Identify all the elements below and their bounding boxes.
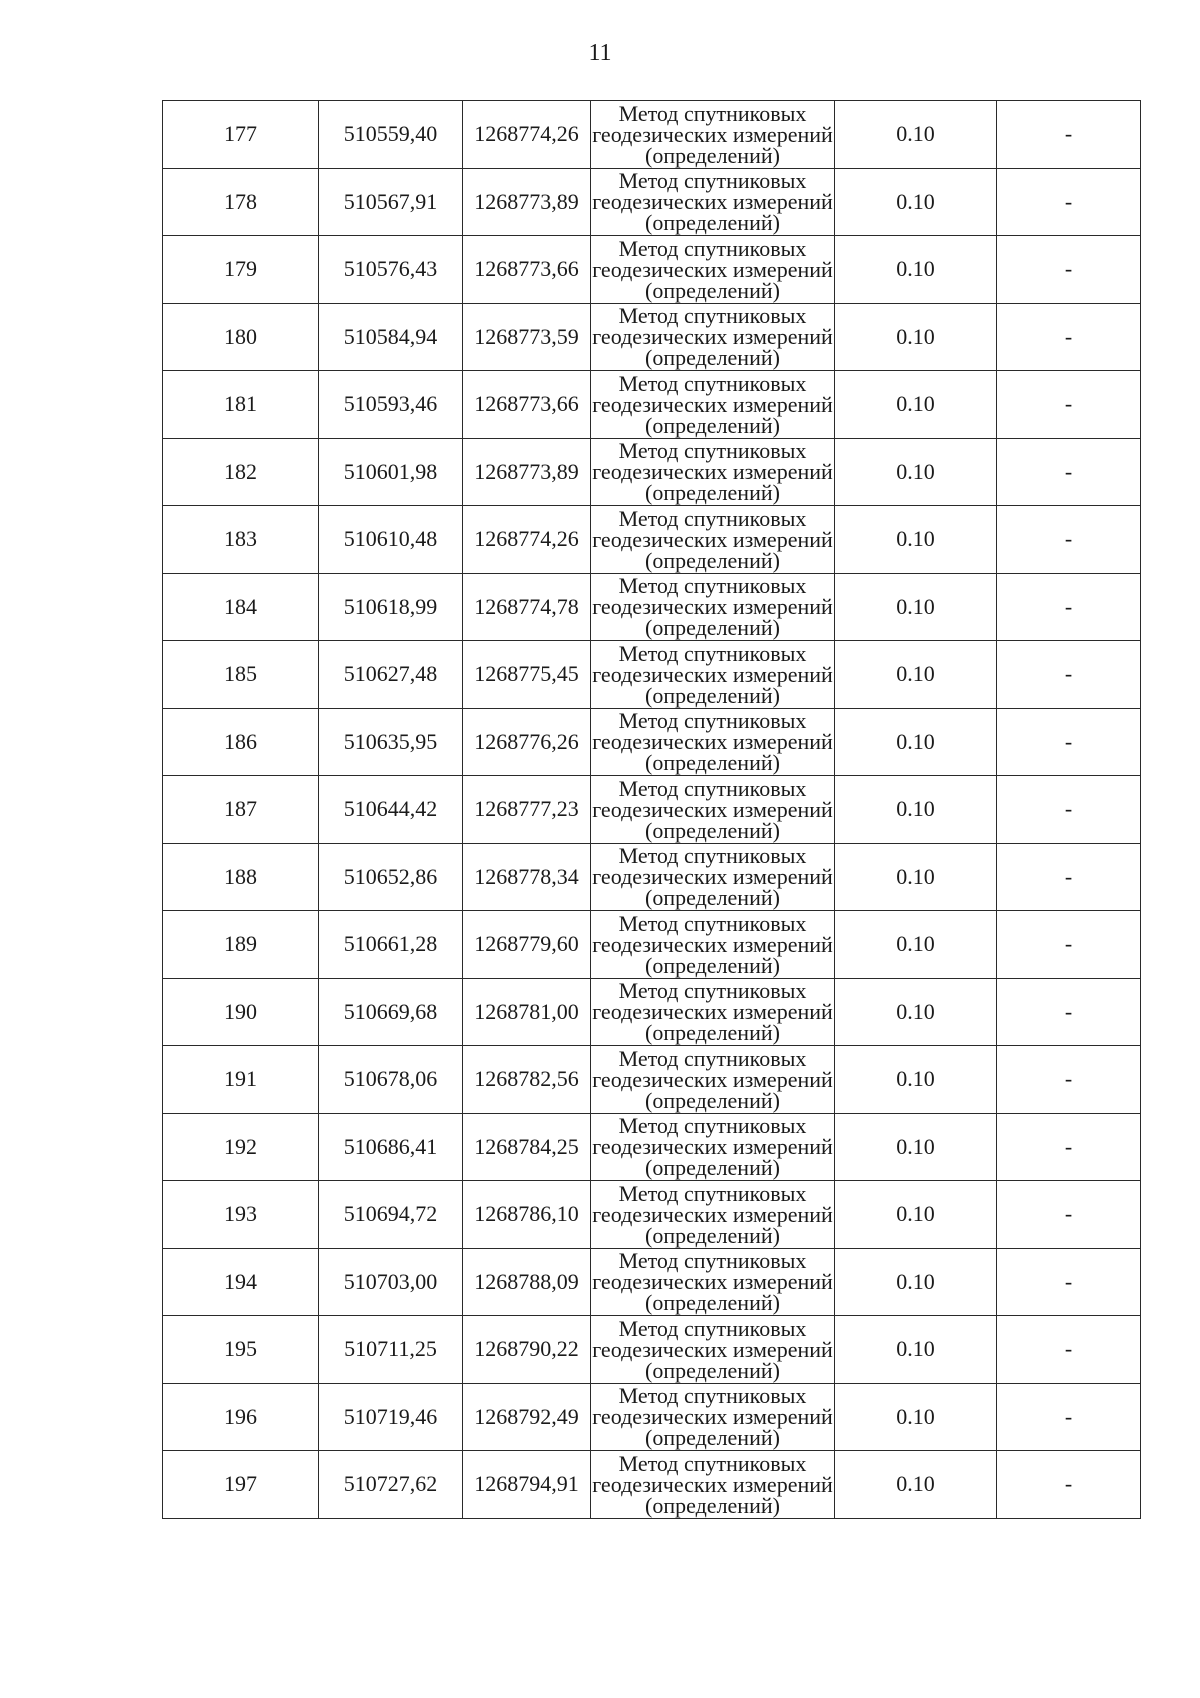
method-line: Метод спутниковых <box>618 235 807 261</box>
table-row <box>163 573 1141 641</box>
note-cell: - <box>997 236 1141 304</box>
table-row <box>163 168 1141 236</box>
coordinate-y-cell: 1268792,49 <box>463 1383 591 1451</box>
coordinate-y-cell: 1268773,89 <box>463 438 591 506</box>
table-row <box>163 911 1141 979</box>
table-row <box>163 1316 1141 1384</box>
table-row <box>163 978 1141 1046</box>
method-cell <box>591 843 835 911</box>
accuracy-cell: 0.10 <box>835 911 997 979</box>
method-cell <box>591 506 835 574</box>
point-number-cell: 186 <box>163 708 319 776</box>
method-line: геодезических измерений <box>592 1134 833 1160</box>
point-number-cell: 195 <box>163 1316 319 1384</box>
method-line: геодезических измерений <box>592 1269 833 1295</box>
method-line: (определений) <box>645 1222 780 1248</box>
method-line: Метод спутниковых <box>618 573 807 599</box>
accuracy-cell: 0.10 <box>835 1113 997 1181</box>
coordinate-y-cell: 1268773,59 <box>463 303 591 371</box>
method-line: (определений) <box>645 750 780 776</box>
method-line: (определений) <box>645 1087 780 1113</box>
method-line: геодезических измерений <box>592 864 833 890</box>
method-line: геодезических измерений <box>592 391 833 417</box>
method-line: (определений) <box>645 682 780 708</box>
method-line: геодезических измерений <box>592 594 833 620</box>
accuracy-cell: 0.10 <box>835 438 997 506</box>
accuracy-cell: 0.10 <box>835 1046 997 1114</box>
coordinate-x-cell: 510559,40 <box>319 101 463 169</box>
coordinate-y-cell: 1268774,26 <box>463 101 591 169</box>
method-line: Метод спутниковых <box>618 370 807 396</box>
method-line: Метод спутниковых <box>618 1450 807 1476</box>
method-cell <box>591 101 835 169</box>
method-line: Метод спутниковых <box>618 1383 807 1409</box>
note-cell: - <box>997 1316 1141 1384</box>
method-line: геодезических измерений <box>592 324 833 350</box>
method-line: (определений) <box>645 412 780 438</box>
method-line: Метод спутниковых <box>618 775 807 801</box>
accuracy-cell: 0.10 <box>835 1383 997 1451</box>
coordinate-y-cell: 1268773,66 <box>463 371 591 439</box>
point-number-cell: 190 <box>163 978 319 1046</box>
method-line: геодезических измерений <box>592 121 833 147</box>
accuracy-cell: 0.10 <box>835 708 997 776</box>
method-line: (определений) <box>645 480 780 506</box>
coordinate-y-cell: 1268774,26 <box>463 506 591 574</box>
coordinate-x-cell: 510678,06 <box>319 1046 463 1114</box>
note-cell: - <box>997 641 1141 709</box>
coordinate-y-cell: 1268784,25 <box>463 1113 591 1181</box>
method-line: (определений) <box>645 547 780 573</box>
coordinate-y-cell: 1268775,45 <box>463 641 591 709</box>
method-line: геодезических измерений <box>592 931 833 957</box>
method-cell <box>591 1316 835 1384</box>
note-cell: - <box>997 843 1141 911</box>
coordinate-x-cell: 510635,95 <box>319 708 463 776</box>
note-cell: - <box>997 1046 1141 1114</box>
coordinate-x-cell: 510719,46 <box>319 1383 463 1451</box>
coordinate-x-cell: 510644,42 <box>319 776 463 844</box>
coordinate-y-cell: 1268774,78 <box>463 573 591 641</box>
coordinate-x-cell: 510601,98 <box>319 438 463 506</box>
method-cell <box>591 573 835 641</box>
coordinate-x-cell: 510576,43 <box>319 236 463 304</box>
point-number-cell: 182 <box>163 438 319 506</box>
method-line: (определений) <box>645 817 780 843</box>
accuracy-cell: 0.10 <box>835 506 997 574</box>
coordinate-y-cell: 1268786,10 <box>463 1181 591 1249</box>
coordinate-y-cell: 1268794,91 <box>463 1451 591 1519</box>
point-number-cell: 177 <box>163 101 319 169</box>
point-number-cell: 193 <box>163 1181 319 1249</box>
accuracy-cell: 0.10 <box>835 978 997 1046</box>
point-number-cell: 189 <box>163 911 319 979</box>
method-line: (определений) <box>645 1425 780 1451</box>
method-line: Метод спутниковых <box>618 910 807 936</box>
note-cell: - <box>997 978 1141 1046</box>
method-line: геодезических измерений <box>592 1471 833 1497</box>
coordinate-x-cell: 510610,48 <box>319 506 463 574</box>
coordinate-y-cell: 1268779,60 <box>463 911 591 979</box>
method-line: геодезических измерений <box>592 189 833 215</box>
coordinate-x-cell: 510627,48 <box>319 641 463 709</box>
method-line: геодезических измерений <box>592 1201 833 1227</box>
note-cell: - <box>997 573 1141 641</box>
point-number-cell: 191 <box>163 1046 319 1114</box>
method-line: геодезических измерений <box>592 661 833 687</box>
coordinate-x-cell: 510727,62 <box>319 1451 463 1519</box>
table-row <box>163 371 1141 439</box>
method-line: геодезических измерений <box>592 729 833 755</box>
method-cell <box>591 168 835 236</box>
table-row <box>163 1248 1141 1316</box>
point-number-cell: 197 <box>163 1451 319 1519</box>
note-cell: - <box>997 438 1141 506</box>
coordinate-x-cell: 510584,94 <box>319 303 463 371</box>
method-cell <box>591 911 835 979</box>
point-number-cell: 183 <box>163 506 319 574</box>
method-line: Метод спутниковых <box>618 708 807 734</box>
method-line: Метод спутниковых <box>618 505 807 531</box>
coordinate-y-cell: 1268773,89 <box>463 168 591 236</box>
note-cell: - <box>997 708 1141 776</box>
point-number-cell: 188 <box>163 843 319 911</box>
coordinate-y-cell: 1268777,23 <box>463 776 591 844</box>
method-line: (определений) <box>645 952 780 978</box>
method-line: Метод спутниковых <box>618 438 807 464</box>
accuracy-cell: 0.10 <box>835 843 997 911</box>
method-line: Метод спутниковых <box>618 168 807 194</box>
accuracy-cell: 0.10 <box>835 573 997 641</box>
table-row <box>163 1383 1141 1451</box>
method-line: (определений) <box>645 1020 780 1046</box>
accuracy-cell: 0.10 <box>835 1181 997 1249</box>
point-number-cell: 196 <box>163 1383 319 1451</box>
accuracy-cell: 0.10 <box>835 168 997 236</box>
note-cell: - <box>997 1113 1141 1181</box>
table-row <box>163 843 1141 911</box>
method-line: геодезических измерений <box>592 999 833 1025</box>
accuracy-cell: 0.10 <box>835 303 997 371</box>
coordinate-y-cell: 1268778,34 <box>463 843 591 911</box>
note-cell: - <box>997 1451 1141 1519</box>
method-line: Метод спутниковых <box>618 1045 807 1071</box>
coordinate-x-cell: 510703,00 <box>319 1248 463 1316</box>
accuracy-cell: 0.10 <box>835 236 997 304</box>
method-line: (определений) <box>645 142 780 168</box>
coordinate-y-cell: 1268776,26 <box>463 708 591 776</box>
method-line: геодезических измерений <box>592 1066 833 1092</box>
method-cell <box>591 236 835 304</box>
method-line: (определений) <box>645 210 780 236</box>
method-line: геодезических измерений <box>592 1404 833 1430</box>
method-cell <box>591 303 835 371</box>
accuracy-cell: 0.10 <box>835 1316 997 1384</box>
method-line: (определений) <box>645 1492 780 1518</box>
method-line: (определений) <box>645 345 780 371</box>
note-cell: - <box>997 776 1141 844</box>
method-line: Метод спутниковых <box>618 1180 807 1206</box>
method-cell <box>591 1113 835 1181</box>
method-cell <box>591 438 835 506</box>
method-line: геодезических измерений <box>592 526 833 552</box>
coordinate-y-cell: 1268773,66 <box>463 236 591 304</box>
note-cell: - <box>997 1181 1141 1249</box>
coordinate-x-cell: 510652,86 <box>319 843 463 911</box>
method-cell <box>591 1046 835 1114</box>
method-line: Метод спутниковых <box>618 1113 807 1139</box>
coordinates-table <box>162 100 1141 1519</box>
coordinate-y-cell: 1268790,22 <box>463 1316 591 1384</box>
coordinate-x-cell: 510618,99 <box>319 573 463 641</box>
method-cell <box>591 1181 835 1249</box>
table-row <box>163 506 1141 574</box>
table-row <box>163 303 1141 371</box>
method-line: Метод спутниковых <box>618 100 807 126</box>
note-cell: - <box>997 506 1141 574</box>
coordinate-x-cell: 510694,72 <box>319 1181 463 1249</box>
table-body <box>163 101 1141 1519</box>
point-number-cell: 187 <box>163 776 319 844</box>
table-row <box>163 1046 1141 1114</box>
coordinate-y-cell: 1268781,00 <box>463 978 591 1046</box>
note-cell: - <box>997 911 1141 979</box>
note-cell: - <box>997 1383 1141 1451</box>
point-number-cell: 179 <box>163 236 319 304</box>
method-line: Метод спутниковых <box>618 1248 807 1274</box>
point-number-cell: 180 <box>163 303 319 371</box>
table-row <box>163 101 1141 169</box>
method-line: Метод спутниковых <box>618 843 807 869</box>
coordinate-x-cell: 510593,46 <box>319 371 463 439</box>
point-number-cell: 181 <box>163 371 319 439</box>
coordinate-x-cell: 510669,68 <box>319 978 463 1046</box>
accuracy-cell: 0.10 <box>835 641 997 709</box>
method-cell <box>591 708 835 776</box>
table-row <box>163 1181 1141 1249</box>
method-line: (определений) <box>645 1357 780 1383</box>
method-cell <box>591 776 835 844</box>
method-cell <box>591 641 835 709</box>
table-row <box>163 708 1141 776</box>
method-line: геодезических измерений <box>592 459 833 485</box>
coordinate-y-cell: 1268788,09 <box>463 1248 591 1316</box>
method-cell <box>591 978 835 1046</box>
coordinate-x-cell: 510686,41 <box>319 1113 463 1181</box>
point-number-cell: 194 <box>163 1248 319 1316</box>
note-cell: - <box>997 101 1141 169</box>
note-cell: - <box>997 371 1141 439</box>
accuracy-cell: 0.10 <box>835 371 997 439</box>
note-cell: - <box>997 1248 1141 1316</box>
method-cell <box>591 1383 835 1451</box>
point-number-cell: 178 <box>163 168 319 236</box>
method-line: (определений) <box>645 885 780 911</box>
coordinate-x-cell: 510711,25 <box>319 1316 463 1384</box>
method-cell <box>591 1248 835 1316</box>
method-line: Метод спутниковых <box>618 303 807 329</box>
method-line: геодезических измерений <box>592 256 833 282</box>
accuracy-cell: 0.10 <box>835 101 997 169</box>
note-cell: - <box>997 303 1141 371</box>
table-row <box>163 776 1141 844</box>
accuracy-cell: 0.10 <box>835 1451 997 1519</box>
coordinate-y-cell: 1268782,56 <box>463 1046 591 1114</box>
table-row <box>163 1451 1141 1519</box>
point-number-cell: 192 <box>163 1113 319 1181</box>
method-cell <box>591 371 835 439</box>
point-number-cell: 184 <box>163 573 319 641</box>
coordinate-x-cell: 510661,28 <box>319 911 463 979</box>
accuracy-cell: 0.10 <box>835 1248 997 1316</box>
page-number: 11 <box>588 40 612 66</box>
method-line: Метод спутниковых <box>618 1315 807 1341</box>
coordinate-x-cell: 510567,91 <box>319 168 463 236</box>
method-line: (определений) <box>645 277 780 303</box>
method-cell <box>591 1451 835 1519</box>
method-line: геодезических измерений <box>592 1336 833 1362</box>
table-row <box>163 438 1141 506</box>
method-line: (определений) <box>645 615 780 641</box>
table-row <box>163 236 1141 304</box>
table-row <box>163 1113 1141 1181</box>
method-line: (определений) <box>645 1155 780 1181</box>
accuracy-cell: 0.10 <box>835 776 997 844</box>
method-line: (определений) <box>645 1290 780 1316</box>
method-line: геодезических измерений <box>592 796 833 822</box>
method-line: Метод спутниковых <box>618 978 807 1004</box>
method-line: Метод спутниковых <box>618 640 807 666</box>
note-cell: - <box>997 168 1141 236</box>
table-row <box>163 641 1141 709</box>
point-number-cell: 185 <box>163 641 319 709</box>
